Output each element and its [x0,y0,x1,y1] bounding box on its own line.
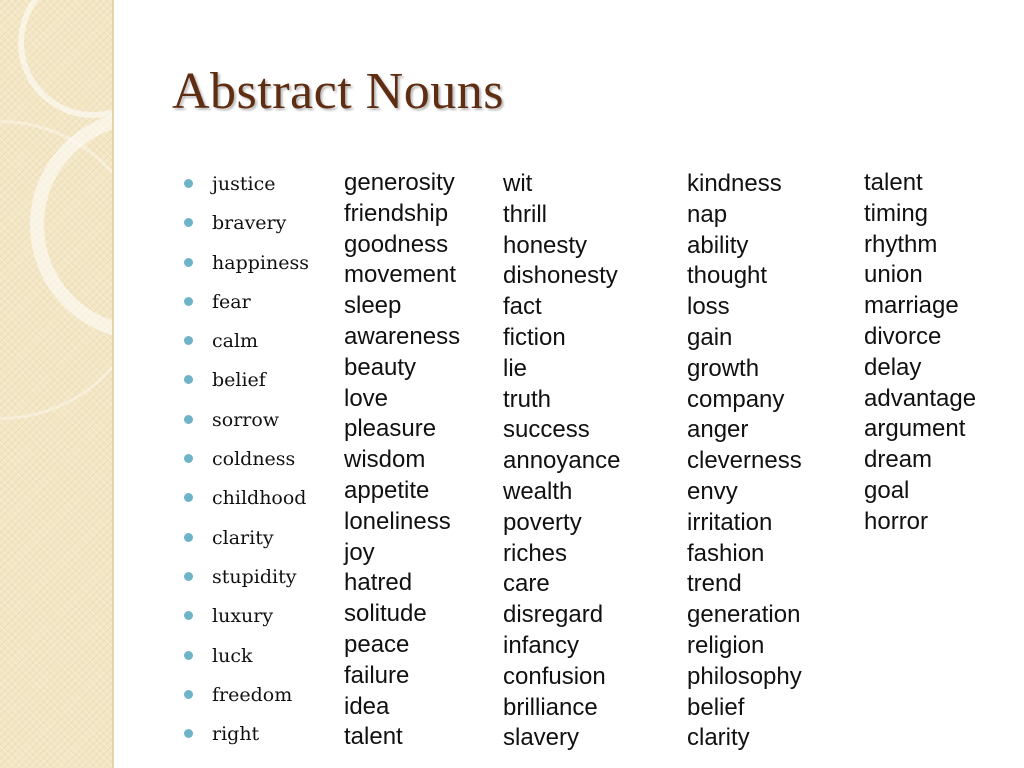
bullet-list [184,168,309,757]
word-item: advantage [864,384,977,412]
bullet-dot-icon [184,493,193,502]
word-item: friendship [344,199,449,227]
word-item: timing [864,199,929,227]
word-item: infancy [503,631,580,659]
word-item: confusion [503,662,606,690]
bullet-text: bravery [212,212,287,235]
word-item: love [344,384,389,412]
word-item: loss [687,293,730,321]
bullet-text: luck [212,644,253,667]
word-item: annoyance [503,447,621,475]
word-item: thought [687,262,768,290]
bullet-text: coldness [212,448,296,471]
bullet-dot-icon [184,454,193,463]
word-item: sleep [344,292,402,320]
bullet-item [184,522,309,561]
word-item: wealth [503,477,573,505]
bullet-text: right [212,723,260,746]
word-item: lie [503,354,528,382]
bullet-text: fear [212,290,251,313]
word-item: argument [864,415,966,443]
word-item: union [864,261,923,289]
word-item: gain [687,323,733,351]
bullet-text: childhood [212,487,307,510]
word-item: wisdom [344,446,426,474]
word-item: company [687,385,785,413]
bullet-text: happiness [212,251,309,274]
bullet-dot-icon [184,218,193,227]
word-column-2 [503,169,620,754]
bullet-text: freedom [212,683,293,706]
word-item: generation [687,601,801,629]
bullet-item [184,482,309,521]
bullet-item [184,600,309,639]
word-item: clarity [687,724,750,752]
word-item: failure [344,661,410,689]
word-item: pleasure [344,415,437,443]
word-item: kindness [687,170,782,197]
word-column-3 [687,169,802,754]
bullet-text: belief [212,369,266,392]
bullet-text: justice [212,173,276,195]
word-item: truth [503,385,552,413]
word-item: ability [687,231,749,259]
bullet-dot-icon [184,297,193,306]
bullet-text: clarity [212,526,274,549]
word-item: divorce [864,322,942,350]
word-item: honesty [503,231,588,259]
word-item: irritation [687,508,773,536]
word-item: brilliance [503,693,598,721]
bullet-dot-icon [184,611,193,620]
word-item: poverty [503,508,582,536]
word-item: talent [864,169,923,196]
word-item: fashion [687,539,765,567]
bullet-dot-icon [184,179,193,188]
word-item: wit [503,170,533,197]
word-item: trend [687,570,742,598]
word-item: religion [687,631,765,659]
word-item: beauty [344,353,417,381]
word-item: envy [687,477,738,505]
bullet-dot-icon [184,336,193,345]
word-item: dishonesty [503,262,618,290]
bullet-item [184,364,309,403]
decorative-ring [0,120,112,420]
decorative-side-strip [0,0,112,768]
bullet-dot-icon [184,258,193,267]
bullet-text: calm [212,330,259,353]
bullet-item [184,561,309,600]
word-item: dream [864,446,933,474]
word-item: rhythm [864,230,938,258]
bullet-item [184,640,309,679]
bullet-item [184,325,309,364]
bullet-dot-icon [184,690,193,699]
bullet-dot-icon [184,651,193,660]
word-item: generosity [344,169,455,196]
decorative-ring [18,0,112,118]
word-item: loneliness [344,507,451,535]
word-column-1 [344,168,460,753]
word-item: disregard [503,601,604,629]
word-item: slavery [503,724,580,752]
bullet-dot-icon [184,533,193,542]
word-item: joy [344,538,375,566]
word-item: success [503,416,590,444]
word-item: thrill [503,200,548,228]
bullet-item [184,679,309,718]
bullet-item [184,168,309,207]
bullet-dot-icon [184,375,193,384]
word-item: riches [503,539,568,567]
bullet-item [184,404,309,443]
word-item: goodness [344,230,449,258]
bullet-item [184,443,309,482]
word-item: goal [864,476,910,504]
bullet-text: luxury [212,605,274,628]
bullet-item [184,286,309,325]
word-item: talent [344,723,403,751]
slide-title: Abstract Nouns [172,63,504,120]
bullet-text: sorrow [212,408,280,431]
word-item: philosophy [687,662,802,690]
bullet-dot-icon [184,572,193,581]
word-column-4 [864,168,976,538]
word-item: peace [344,630,410,658]
word-item: care [503,570,550,598]
bullet-text: stupidity [212,565,297,588]
word-item: cleverness [687,447,802,475]
word-item: anger [687,416,749,444]
bullet-dot-icon [184,729,193,738]
word-item: fact [503,293,542,321]
bullet-item [184,207,309,246]
word-item: marriage [864,292,959,320]
word-item: solitude [344,600,427,628]
word-item: fiction [503,323,566,351]
strip-edge-divider [112,0,114,768]
word-item: hatred [344,569,413,597]
word-item: growth [687,354,760,382]
word-item: idea [344,692,390,720]
word-item: belief [687,693,745,721]
bullet-dot-icon [184,415,193,424]
word-item: delay [864,353,922,381]
word-item: movement [344,261,457,289]
word-item: nap [687,200,728,228]
bullet-item [184,247,309,286]
bullet-item [184,718,309,757]
word-item: appetite [344,476,430,504]
word-item: awareness [344,322,461,350]
word-item: horror [864,507,929,535]
